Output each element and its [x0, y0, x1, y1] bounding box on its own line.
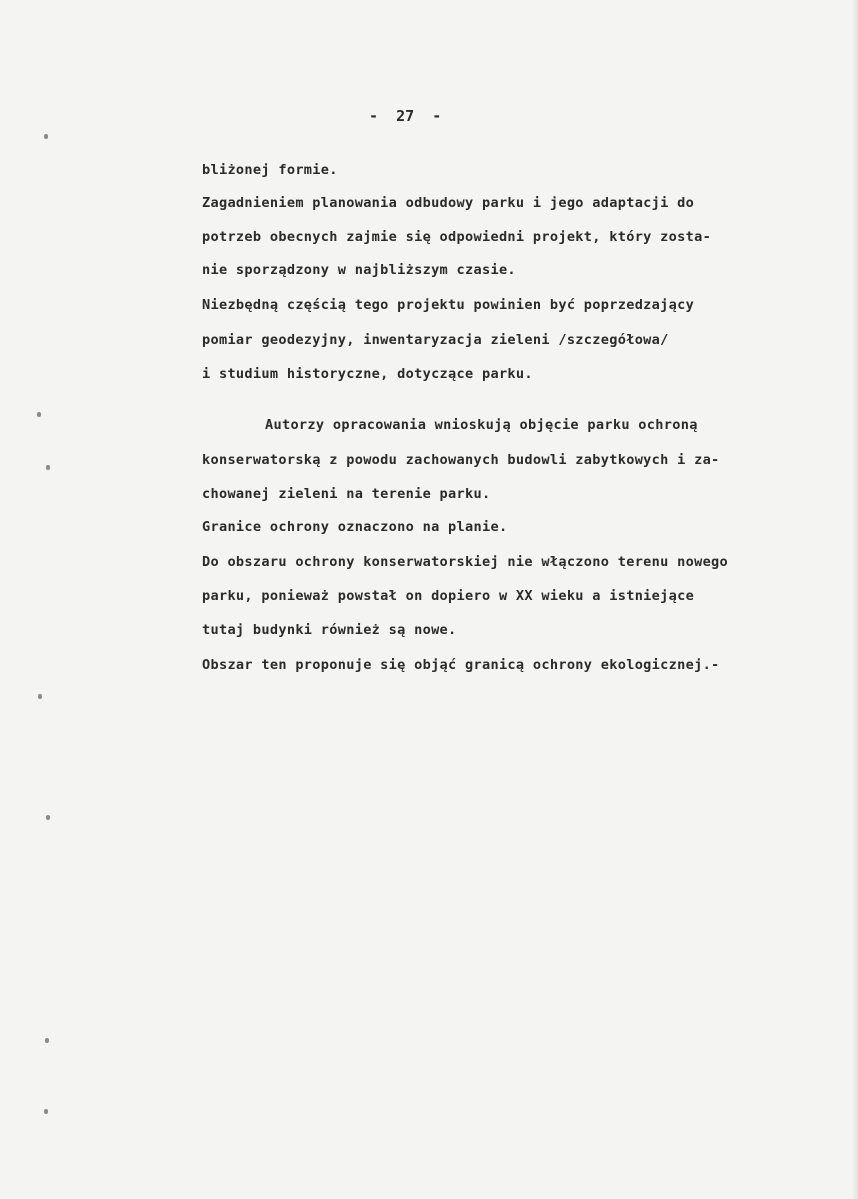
binding-hole-mark — [44, 134, 48, 139]
text-line: Do obszaru ochrony konserwatorskiej nie włączono terenu nowego — [202, 554, 729, 570]
text-line: Autorzy opracowania wnioskują objęcie parku ochroną — [265, 417, 698, 433]
binding-hole-mark — [46, 815, 50, 820]
text-line: chowanej zieleni na terenie parku. — [202, 486, 491, 502]
page-number: - 27 - — [369, 107, 442, 125]
binding-hole-mark — [46, 465, 50, 470]
text-line: parku, ponieważ powstał on dopiero w XX wieku a istniejące — [202, 588, 695, 604]
text-line: i studium historyczne, dotyczące parku. — [202, 366, 533, 382]
text-line: Niezbędną częścią tego projektu powinien być poprzedzający — [202, 297, 695, 313]
text-line: Zagadnieniem planowania odbudowy parku i jego adaptacji do — [202, 195, 695, 211]
page-edge-shadow — [852, 0, 858, 1199]
text-line: Granice ochrony oznaczono na planie. — [202, 519, 508, 535]
binding-hole-mark — [45, 1038, 49, 1043]
text-line: nie sporządzony w najbliższym czasie. — [202, 262, 516, 278]
text-line: tutaj budynki również są nowe. — [202, 622, 457, 638]
binding-hole-mark — [44, 1109, 48, 1114]
text-line: bliżonej formie. — [202, 162, 338, 178]
text-line: Obszar ten proponuje się objąć granicą ochrony ekologicznej.- — [202, 657, 720, 673]
text-line: pomiar geodezyjny, inwentaryzacja zieleni /szczegółowa/ — [202, 332, 669, 348]
binding-hole-mark — [38, 694, 42, 699]
binding-hole-mark — [37, 412, 41, 417]
text-line: potrzeb obecnych zajmie się odpowiedni projekt, który zosta- — [202, 229, 712, 245]
text-line: konserwatorską z powodu zachowanych budowli zabytkowych i za- — [202, 452, 720, 468]
